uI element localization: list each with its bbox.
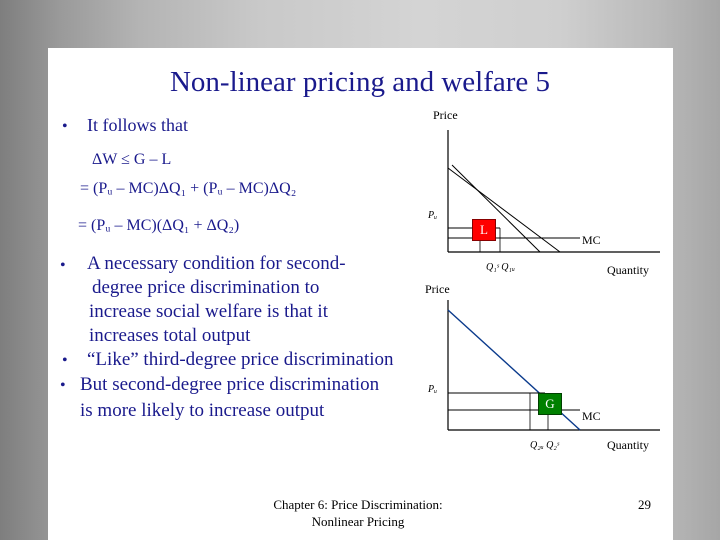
top-graph-pu-label: Pᵤ bbox=[428, 210, 438, 221]
bullet-but-second-line2: is more likely to increase output bbox=[80, 400, 325, 421]
bullet-it-follows: It follows that bbox=[87, 115, 188, 135]
equation-3: = (Pᵤ – MC)(ΔQ₁ + ΔQ₂) bbox=[78, 217, 240, 234]
bottom-graph-pu-label: Pᵤ bbox=[428, 384, 438, 395]
bullet-necessary-line1: A necessary condition for second- bbox=[87, 253, 346, 274]
bottom-graph-q-labels: Q₂ᵤ Q₂ˢ bbox=[530, 440, 559, 451]
bullet-dot: • bbox=[62, 118, 68, 135]
top-demand-line-2 bbox=[452, 165, 540, 252]
top-graph-price-label: Price bbox=[433, 108, 458, 122]
equation-1: ΔW ≤ G – L bbox=[92, 151, 172, 168]
top-demand-line bbox=[448, 168, 560, 252]
footer-line-2: Nonlinear Pricing bbox=[311, 514, 405, 529]
slide-title: Non-linear pricing and welfare 5 bbox=[169, 66, 551, 98]
bullet-dot: • bbox=[60, 257, 66, 274]
slide-footer bbox=[258, 496, 458, 530]
bottom-graph-price-label: Price bbox=[425, 282, 450, 296]
bullet-dot: • bbox=[60, 377, 66, 394]
bullet-like-third-degree: “Like” third-degree price discrimination bbox=[87, 349, 394, 370]
equation-2: = (Pᵤ – MC)ΔQ₁ + (Pᵤ – MC)ΔQ₂ bbox=[80, 180, 297, 197]
top-loss-area-box: L bbox=[472, 219, 496, 241]
bottom-gain-area-box: G bbox=[538, 393, 562, 415]
top-graph-mc-label: MC bbox=[582, 233, 601, 247]
top-graph-quantity-label: Quantity bbox=[607, 263, 649, 277]
footer-line-1: Chapter 6: Price Discrimination: bbox=[273, 497, 443, 512]
bullet-necessary-line3: increase social welfare is that it bbox=[89, 301, 328, 322]
bullet-necessary-line4: increases total output bbox=[89, 325, 251, 346]
bottom-graph-mc-label: MC bbox=[582, 409, 601, 423]
bullet-dot: • bbox=[62, 352, 68, 369]
page-number: 29 bbox=[638, 497, 651, 512]
bottom-graph-quantity-label: Quantity bbox=[607, 438, 649, 452]
top-graph-q-labels: Q₁ˢ Q₁ᵤ bbox=[486, 262, 515, 273]
bullet-necessary-line2: degree price discrimination to bbox=[92, 277, 320, 298]
bullet-but-second-line1: But second-degree price discrimination bbox=[80, 374, 380, 395]
